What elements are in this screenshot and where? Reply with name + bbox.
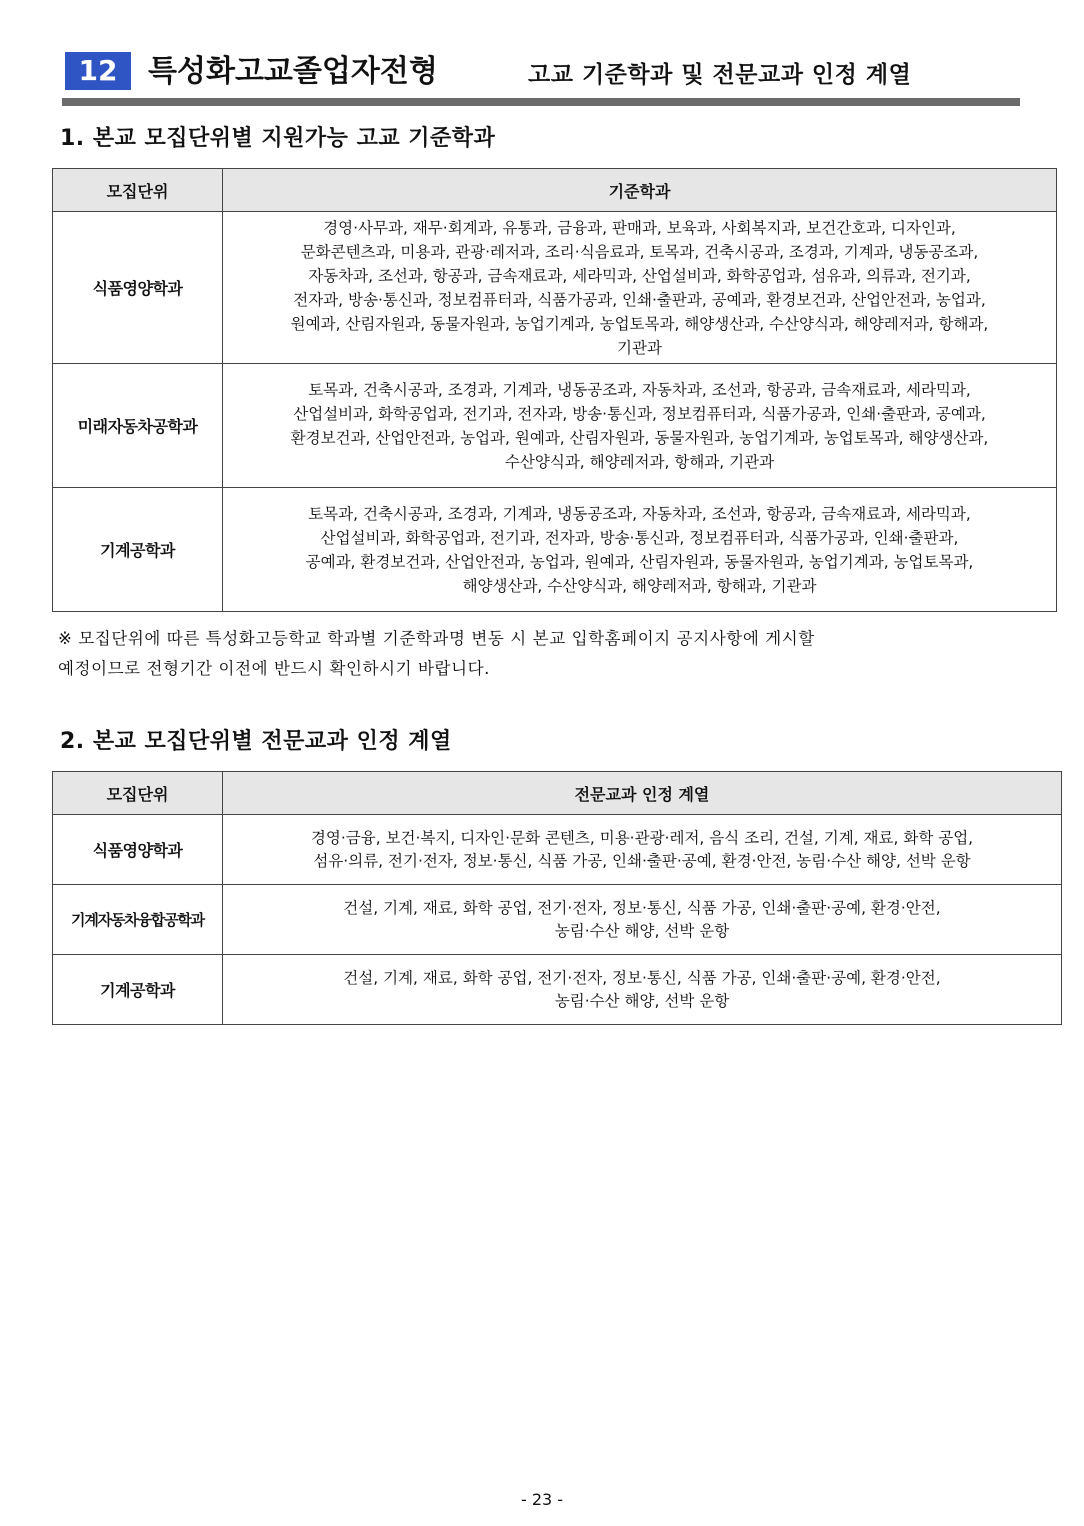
- recruitment-unit: 기계공학과: [53, 955, 223, 1025]
- list-line: 건설, 기계, 재료, 화학 공업, 전기·전자, 정보·통신, 식품 가공, 인쇄·출판·공예, 환경·안전,: [343, 898, 941, 917]
- table-row: [53, 815, 1062, 885]
- section-1-title: 1. 본교 모집단위별 지원가능 고교 기준학과: [60, 126, 496, 151]
- list-line: 문화콘텐츠과, 미용과, 관광·레저과, 조리·식음료과, 토목과, 건축시공과, 조경과, 기계과, 냉동공조과,: [300, 242, 979, 261]
- list-line: 토목과, 건축시공과, 조경과, 기계과, 냉동공조과, 자동차과, 조선과, 항공과, 금속재료과, 세라믹과,: [308, 380, 971, 399]
- recruitment-unit: 기계자동차융합공학과: [53, 885, 223, 955]
- list-line: 토목과, 건축시공과, 조경과, 기계과, 냉동공조과, 자동차과, 조선과, 항공과, 금속재료과, 세라믹과,: [308, 504, 971, 523]
- list-line: 경영·금융, 보건·복지, 디자인·문화 콘텐츠, 미용·관광·레저, 음식 조리, 건설, 기계, 재료, 화학 공업,: [310, 828, 974, 847]
- recognized-field-list: [223, 815, 1062, 885]
- list-line: 공예과, 환경보건과, 산업안전과, 농업과, 원예과, 산림자원과, 동물자원과, 농업기계과, 농업토목과,: [305, 552, 974, 571]
- table-row: [53, 364, 1057, 488]
- column-header-base-department: 기준학과: [223, 169, 1057, 212]
- column-header-unit: 모집단위: [53, 772, 223, 815]
- list-line: 수산양식과, 해양레저과, 항해과, 기관과: [504, 452, 775, 471]
- base-department-table: [52, 168, 1057, 612]
- notice-line: ※ 모집단위에 따른 특성화고등학교 학과별 기준학과명 변동 시 본교 입학홈페이지 공지사항에 게시할: [58, 629, 815, 648]
- table-row: [53, 488, 1057, 612]
- page-title: 특성화고교졸업자전형: [148, 54, 438, 89]
- notice-text: [58, 624, 1048, 684]
- table-row: [53, 955, 1062, 1025]
- page-number: - 23 -: [520, 1490, 564, 1509]
- list-line: 섬유·의류, 전기·전자, 정보·통신, 식품 가공, 인쇄·출판·공예, 환경·안전, 농림·수산 해양, 선박 운항: [313, 851, 971, 870]
- table-row: [53, 212, 1057, 364]
- table-header-row: [53, 772, 1062, 815]
- list-line: 해양생산과, 수산양식과, 해양레저과, 항해과, 기관과: [462, 576, 817, 595]
- page-subtitle: 고교 기준학과 및 전문교과 인정 계열: [528, 62, 912, 88]
- recruitment-unit: 식품영양학과: [53, 212, 223, 364]
- list-line: 농림·수산 해양, 선박 운항: [554, 991, 730, 1010]
- recruitment-unit: 식품영양학과: [53, 815, 223, 885]
- page-header: [62, 50, 1020, 106]
- list-line: 산업설비과, 화학공업과, 전기과, 전자과, 방송·통신과, 정보컴퓨터과, 식품가공과, 인쇄·출판과, 공예과,: [293, 404, 986, 423]
- notice-line: 예정이므로 전형기간 이전에 반드시 확인하시기 바랍니다.: [58, 659, 491, 678]
- recognized-field-list: [223, 955, 1062, 1025]
- list-line: 기관과: [617, 338, 662, 357]
- section-2-title: 2. 본교 모집단위별 전문교과 인정 계열: [60, 729, 452, 754]
- vocational-subject-table: [52, 771, 1062, 1025]
- department-list: [223, 212, 1057, 364]
- table-header-row: [53, 169, 1057, 212]
- list-line: 전자과, 방송·통신과, 정보컴퓨터과, 식품가공과, 인쇄·출판과, 공예과, 환경보건과, 산업안전과, 농업과,: [293, 290, 986, 309]
- recruitment-unit: 미래자동차공학과: [53, 364, 223, 488]
- list-line: 산업설비과, 화학공업과, 전기과, 전자과, 방송·통신과, 정보컴퓨터과, 식품가공과, 인쇄·출판과,: [320, 528, 959, 547]
- list-line: 경영·사무과, 재무·회계과, 유통과, 금융과, 판매과, 보육과, 사회복지과, 보건간호과, 디자인과,: [323, 218, 956, 237]
- column-header-unit: 모집단위: [53, 169, 223, 212]
- list-line: 건설, 기계, 재료, 화학 공업, 전기·전자, 정보·통신, 식품 가공, 인쇄·출판·공예, 환경·안전,: [343, 968, 941, 987]
- header-divider: [62, 98, 1020, 106]
- column-header-recognized-field: 전문교과 인정 계열: [223, 772, 1062, 815]
- recruitment-unit: 기계공학과: [53, 488, 223, 612]
- list-line: 자동차과, 조선과, 항공과, 금속재료과, 세라믹과, 산업설비과, 화학공업과, 섬유과, 의류과, 전기과,: [308, 266, 971, 285]
- recognized-field-list: [223, 885, 1062, 955]
- department-list: [223, 488, 1057, 612]
- list-line: 원예과, 산림자원과, 동물자원과, 농업기계과, 농업토목과, 해양생산과, 수산양식과, 해양레저과, 항해과,: [290, 314, 989, 333]
- department-list: [223, 364, 1057, 488]
- list-line: 환경보건과, 산업안전과, 농업과, 원예과, 산림자원과, 동물자원과, 농업기계과, 농업토목과, 해양생산과,: [290, 428, 989, 447]
- section-number-badge: 12: [65, 52, 131, 90]
- list-line: 농림·수산 해양, 선박 운항: [554, 921, 730, 940]
- table-row: [53, 885, 1062, 955]
